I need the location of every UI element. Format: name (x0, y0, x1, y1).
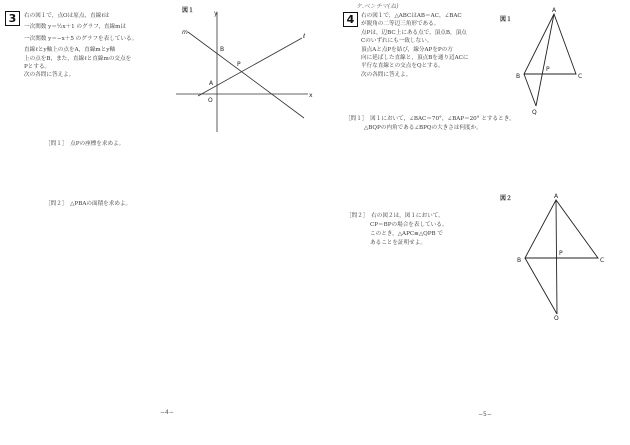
vertex-a-label: A (554, 193, 559, 200)
problem-3-number: 3 (5, 11, 20, 26)
triangle-figure-1 (510, 6, 590, 118)
problem-4-line: 右の図１で，△ABCはAB＝AC，∠BAC (361, 13, 462, 19)
problem-4-text (361, 12, 469, 79)
point-p-label: P (559, 250, 563, 257)
vertex-b-label: B (517, 257, 522, 264)
problem-4-line: 点Pは，辺BC上にある点で，頂点B，頂点 (361, 29, 467, 36)
figure-2-caption: 図２ (500, 195, 513, 202)
point-p-label: P (237, 61, 241, 68)
line-m (188, 32, 304, 118)
problem-4-line: Cのいずれにも一致しない。 (361, 38, 433, 45)
problem-4-q2-line: CP＝BPの場合を表している。 (370, 222, 448, 228)
problem-3-line: 右の図１で，点Oは原点，直線ℓは (24, 13, 110, 19)
problem-3-line: 直線ℓとy軸上の点をA，直線mとy軸 (24, 47, 116, 54)
coordinate-graph (170, 8, 320, 136)
problem-3-line: 一次関数 y＝½x＋1 のグラフ，直線mは (24, 24, 127, 31)
problem-4-q1-line: ［問１］ 図１において，∠BAC＝70°，∠BAP＝20° とするとき， (345, 116, 515, 122)
problem-4-line: 向に延ばした直線と，頂点Bを通り辺ACに (361, 55, 469, 62)
problem-4-q1-line: △BQPの内角である∠BPQの大きさは何度か。 (364, 125, 482, 131)
origin-label: O (208, 97, 213, 104)
figure-1-caption-p3: 図１ (182, 7, 195, 14)
vertex-b-label: B (516, 73, 521, 80)
x-axis-label: x (309, 92, 313, 99)
problem-3-question-2: ［問２］ △PBAの面積を求めよ。 (45, 201, 132, 207)
point-p-label: P (546, 66, 550, 73)
problem-4-q2-line: あることを証明せよ。 (370, 240, 426, 246)
triangle-figure-2 (510, 192, 610, 320)
problem-3-text (24, 12, 137, 80)
problem-4-number: 4 (343, 12, 358, 27)
y-axis-label: y (214, 10, 218, 17)
line-aq (536, 14, 554, 106)
problem-4-line: が鋭角の二等辺三角形である。 (361, 21, 440, 28)
vertex-c-label: C (578, 73, 583, 80)
problem-4-line: 平行な直線との交点をQとする。 (361, 63, 444, 70)
line-bq (524, 74, 536, 106)
problem-3-question-1: ［問１］ 点Pの座標を求めよ。 (45, 141, 125, 147)
point-a-label: A (209, 80, 214, 87)
problem-4-q2-line: このとき，△APC≡△QPB で (370, 231, 443, 237)
point-b-label: B (220, 46, 225, 53)
line-aq (556, 200, 557, 314)
problem-4-q2-line: ［問２］ 右の図２は，図１において， (346, 213, 444, 219)
line-l (198, 38, 302, 96)
point-q-label: Q (554, 315, 559, 320)
problem-4-line: 次の各問に答えよ。 (361, 71, 412, 78)
problem-3-line: 上の点をB，また，直線ℓと直線mの交点を (24, 55, 132, 62)
problem-3-line: Pとする。 (24, 64, 51, 71)
line-m-label: m (182, 29, 188, 36)
point-q-label: Q (532, 109, 537, 116)
right-page-number: −5− (478, 411, 492, 418)
vertex-c-label: C (600, 257, 605, 264)
left-page-number: −4− (160, 409, 174, 416)
triangle-abc (524, 14, 576, 74)
figure-1-caption-p4: 図１ (500, 16, 513, 23)
problem-4-question-1 (345, 115, 515, 133)
vertex-a-label: A (552, 7, 557, 14)
problem-3-line: 一次関数 y＝−x＋5 のグラフを表している。 (24, 35, 138, 42)
line-bq (525, 258, 557, 314)
problem-4-question-2 (346, 212, 447, 248)
line-l-label: ℓ (303, 33, 306, 40)
problem-4-line: 頂点Aと点Pを結び，線分APをPの方 (361, 46, 453, 53)
handwritten-note: ケ.ベンチマ(ね) (356, 3, 399, 10)
problem-3-line: 次の各問に答えよ。 (24, 72, 75, 79)
